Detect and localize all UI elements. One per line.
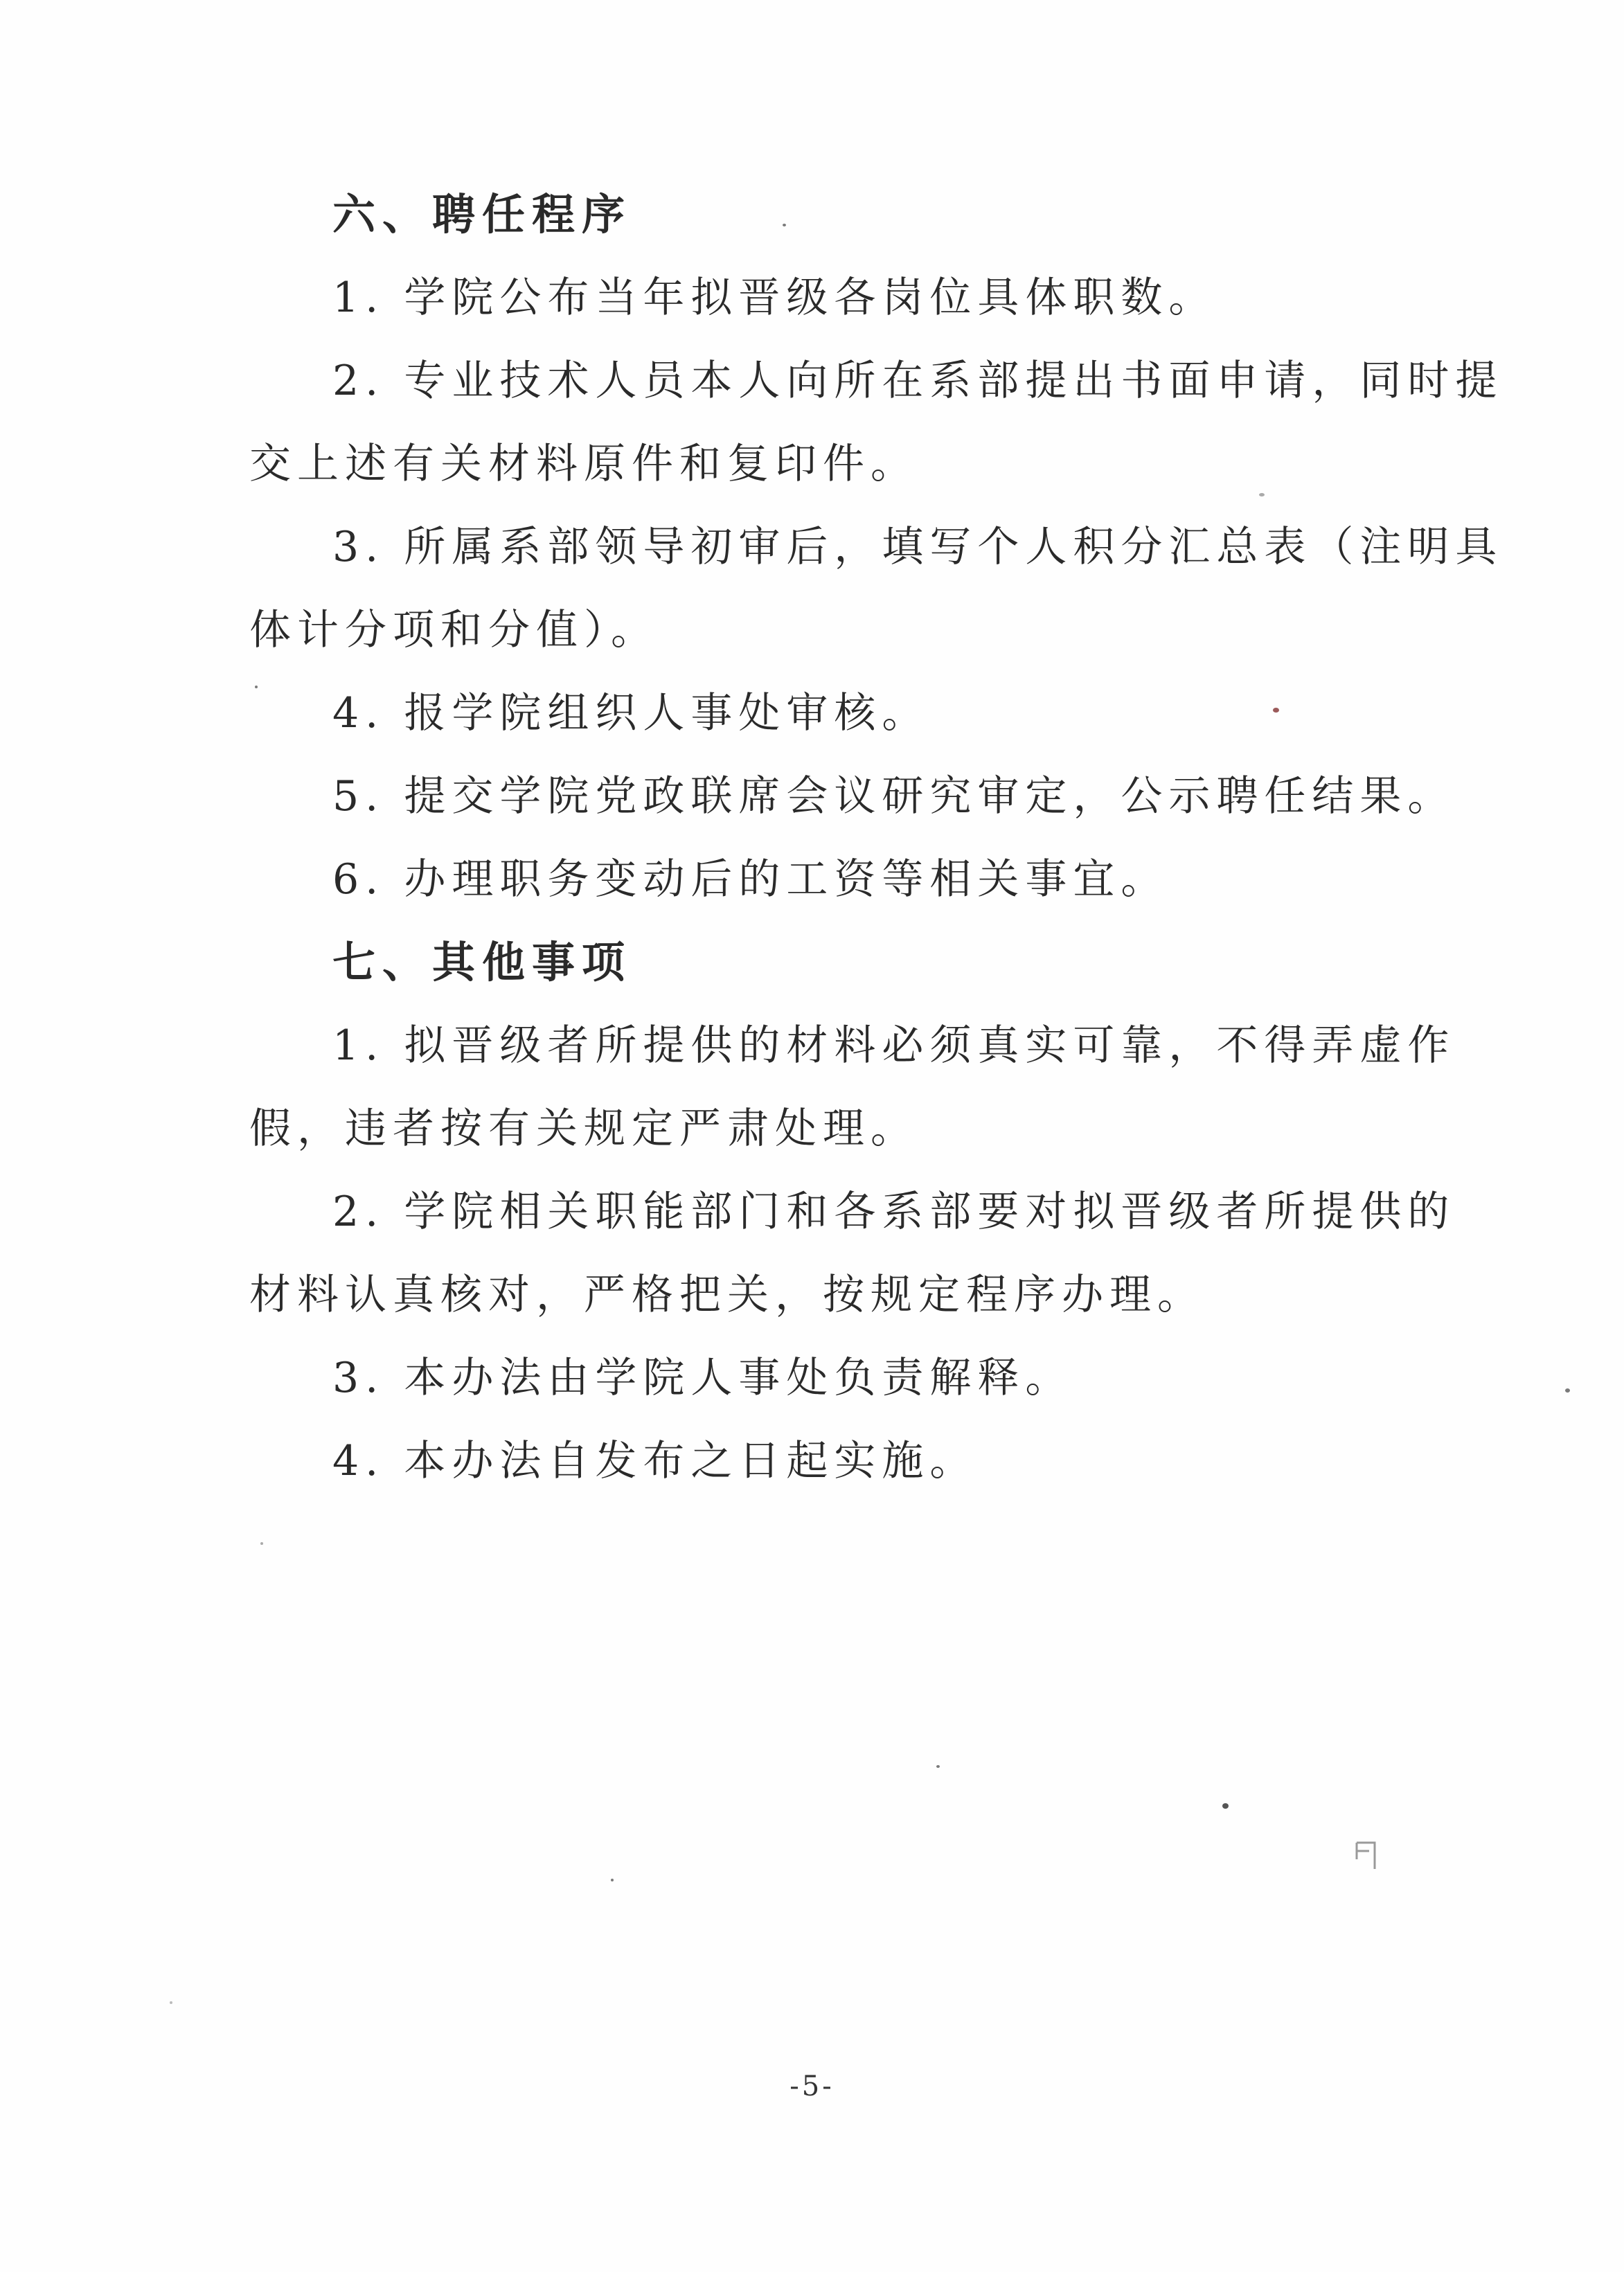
other-item-3: 3. 本办法由学院人事处负责解释。 <box>332 1354 1073 1402</box>
document-body <box>249 173 1503 1503</box>
other-item-2-continued: 材料认真核对，严格把关，按规定程序办理。 <box>249 1271 1205 1319</box>
other-item-1: 1. 拟晋级者所提供的材料必须真实可靠，不得弄虚作 <box>332 1021 1456 1070</box>
procedure-item-2-continued: 交上述有关材料原件和复印件。 <box>249 440 918 488</box>
procedure-item-5: 5. 提交学院党政联席会议研究审定，公示聘任结果。 <box>332 772 1456 821</box>
section-heading-appointment-procedure: 六、聘任程序 <box>332 189 632 240</box>
scan-speck <box>1259 493 1265 497</box>
procedure-item-3: 3. 所属系部领导初审后，填写个人积分汇总表（注明具 <box>332 523 1503 571</box>
procedure-item-2: 2. 专业技术人员本人向所在系部提出书面申请，同时提 <box>332 357 1503 405</box>
page-number: -5- <box>789 2070 835 2102</box>
scan-speck <box>611 1879 614 1881</box>
scan-speck <box>783 224 786 226</box>
procedure-item-1: 1. 学院公布当年拟晋级各岗位具体职数。 <box>332 274 1217 322</box>
scan-speck <box>936 1765 940 1768</box>
scan-speck <box>1222 1803 1229 1809</box>
scan-speck <box>260 1542 263 1545</box>
other-item-2: 2. 学院相关职能部门和各系部要对拟晋级者所提供的 <box>332 1188 1456 1236</box>
procedure-item-4: 4. 报学院组织人事处审核。 <box>332 689 930 737</box>
scan-speck <box>255 686 258 688</box>
other-item-1-continued: 假，违者按有关规定严肃处理。 <box>249 1104 918 1153</box>
other-item-4: 4. 本办法自发布之日起实施。 <box>332 1437 978 1485</box>
section-heading-other-matters: 七、其他事项 <box>332 937 632 987</box>
scan-speck <box>1273 708 1279 713</box>
scan-speck <box>1565 1388 1570 1393</box>
scan-speck <box>170 2001 172 2004</box>
scan-artifact-mark <box>1354 1839 1379 1872</box>
procedure-item-6: 6. 办理职务变动后的工资等相关事宜。 <box>332 855 1169 904</box>
procedure-item-3-continued: 体计分项和分值）。 <box>249 606 659 654</box>
